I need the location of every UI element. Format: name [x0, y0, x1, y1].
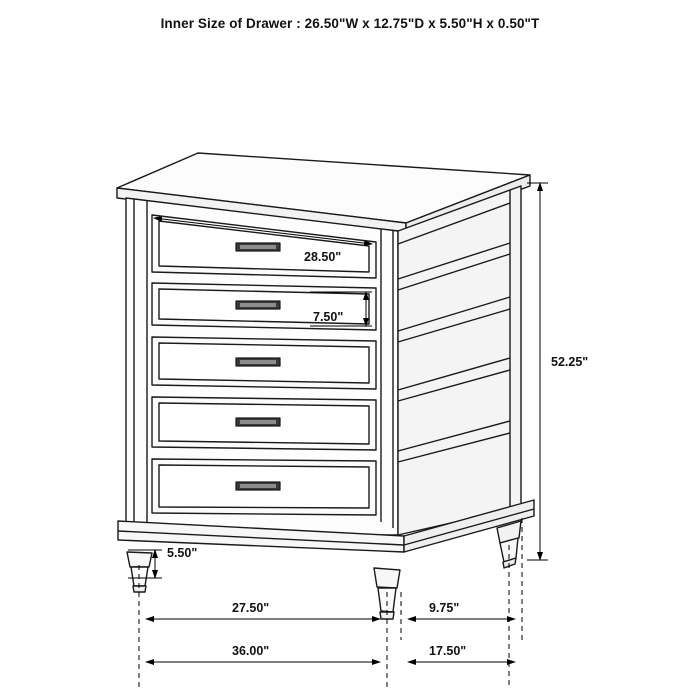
dimension-label-drawer-height: 7.50": [313, 310, 344, 324]
drawer-handle: [236, 243, 280, 251]
page-title: Inner Size of Drawer : 26.50"W x 12.75"D x 5.50"H x 0.50"T: [160, 16, 540, 31]
dimension-label-front-width: 27.50": [232, 601, 270, 615]
drawer-handle: [236, 358, 280, 366]
dimension-label-overall-width: 36.00": [232, 644, 270, 658]
drawer-handle: [236, 418, 280, 426]
drawer-handle: [236, 482, 280, 490]
dimension-label-side-depth: 9.75": [429, 601, 460, 615]
dimension-label-drawer-width: 28.50": [304, 250, 342, 264]
dimension-label-overall-height: 52.25": [551, 355, 589, 369]
dimension-label-leg-height: 5.50": [167, 546, 198, 560]
dimension-label-overall-depth: 17.50": [429, 644, 467, 658]
drawer-handle: [236, 301, 280, 309]
